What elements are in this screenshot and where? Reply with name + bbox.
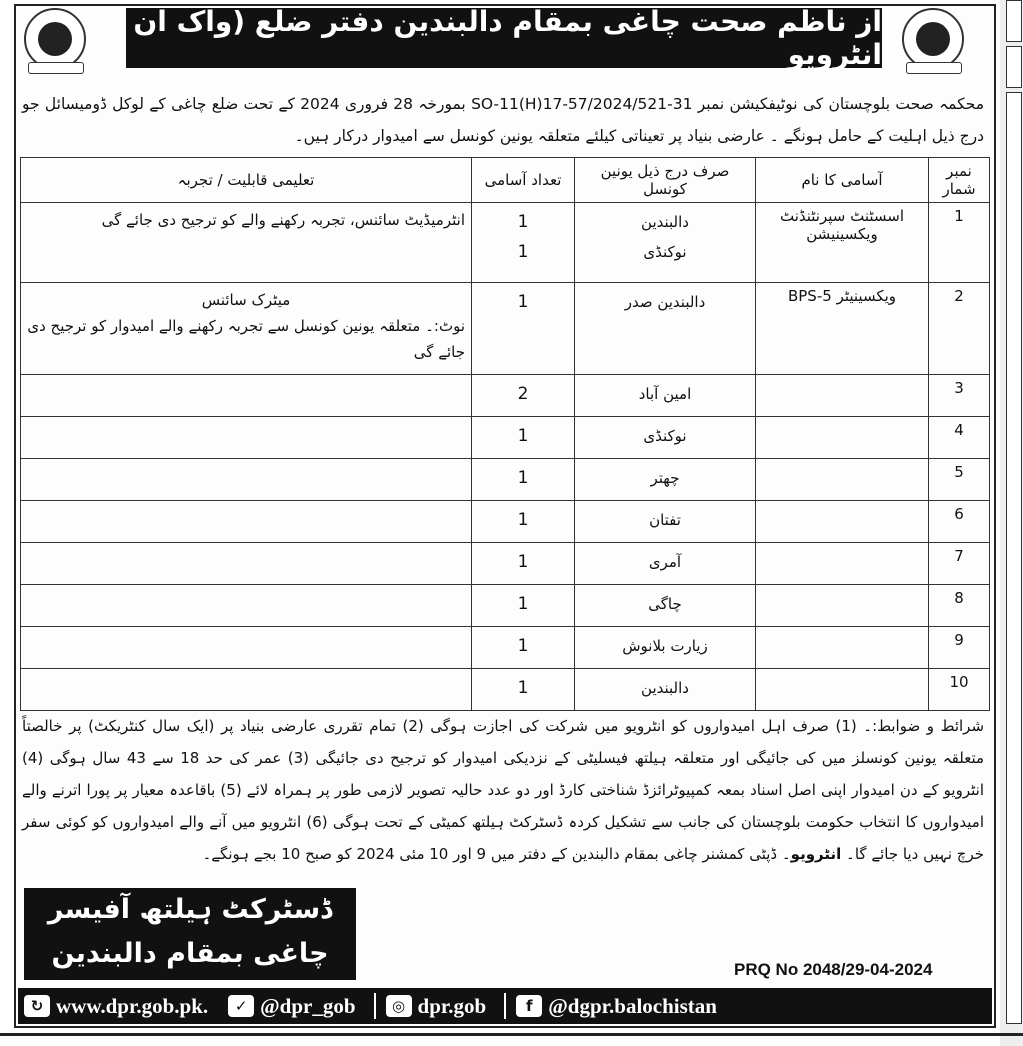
- union-council-name: دالبندین صدر: [624, 293, 706, 311]
- cell-count: [472, 501, 575, 543]
- cell-union-council: [575, 459, 756, 501]
- cell-no: 7: [929, 543, 990, 585]
- header-count: تعداد آسامی: [472, 158, 575, 203]
- bottom-rule: [0, 1033, 1023, 1036]
- table-row: [21, 669, 990, 711]
- post-count: 1: [517, 552, 529, 572]
- cell-union-council: [575, 501, 756, 543]
- govt-emblem-right-icon: [902, 8, 964, 70]
- cell-no: 10: [929, 669, 990, 711]
- prq-number: PRQ No 2048/29-04-2024: [734, 960, 933, 979]
- cell-qualification: [21, 283, 472, 375]
- cell-count: [472, 585, 575, 627]
- cell-post: [756, 585, 929, 627]
- post-count: 1: [517, 468, 529, 488]
- adjacent-page-edge: [1000, 0, 1023, 1046]
- cell-count: [472, 375, 575, 417]
- table-row: [21, 417, 990, 459]
- post-count: 1: [517, 636, 529, 656]
- union-council-name: امین آباد: [638, 385, 692, 403]
- cell-qualification: [21, 459, 472, 501]
- cell-post: [756, 627, 929, 669]
- footer-divider: [374, 993, 376, 1019]
- cell-count: [472, 459, 575, 501]
- header-post: آسامی کا نام: [756, 158, 929, 203]
- union-council-name: دالبندین: [641, 213, 689, 231]
- instagram-icon: ◎: [386, 995, 412, 1017]
- footer-twitter[interactable]: [222, 994, 355, 1019]
- table-row: [21, 375, 990, 417]
- table-row: [21, 283, 990, 375]
- cell-union-council: [575, 627, 756, 669]
- cell-qualification: [21, 501, 472, 543]
- post-count: 1: [517, 678, 529, 698]
- header-no: نمبر شمار: [929, 158, 990, 203]
- table-row: [21, 585, 990, 627]
- cell-no: 1: [929, 203, 990, 283]
- intro-paragraph: محکمہ صحت بلوچستان کی نوٹیفکیشن نمبر SO-11(H)17-57/2024/521-31 بمورخہ 28 فروری 2024 کے تحت ضلع چاغی کے لوکل ڈومیسائل جو درج ذیل اہلیت کے حامل ہونگے ۔ عارضی بنیاد پر تعیناتی کیلئے متعلقہ یونین کونسل سے امیدوار درکار ہیں۔: [22, 95, 985, 145]
- footer-facebook-text: @dgpr.balochistan: [548, 993, 717, 1018]
- cell-count: [472, 543, 575, 585]
- cell-count: [472, 417, 575, 459]
- cell-no: 9: [929, 627, 990, 669]
- signature-location: چاغی بمقام دالبندین: [51, 938, 329, 969]
- union-council-name: نوکنڈی: [643, 427, 687, 445]
- union-council-name: آمری: [648, 553, 682, 571]
- cell-qualification: [21, 375, 472, 417]
- govt-emblem-left-icon: [24, 8, 86, 70]
- cell-qualification: [21, 543, 472, 585]
- table-row: [21, 627, 990, 669]
- table-header-row: [21, 158, 990, 203]
- table-row: [21, 543, 990, 585]
- cell-count: [472, 283, 575, 375]
- table-row: [21, 501, 990, 543]
- cell-post: [756, 375, 929, 417]
- cell-post: [756, 501, 929, 543]
- post-count: 1: [517, 292, 529, 312]
- cell-union-council: [575, 417, 756, 459]
- cell-post: [756, 669, 929, 711]
- cell-post: [756, 543, 929, 585]
- post-count: 2: [517, 384, 529, 404]
- union-council-name: زیارت بلانوش: [622, 637, 708, 655]
- cell-no: 2: [929, 283, 990, 375]
- footer-instagram[interactable]: [380, 994, 487, 1019]
- cell-union-council: [575, 585, 756, 627]
- footer-website-text: www.dpr.gob.pk.: [56, 993, 209, 1018]
- union-council-name: دالبندین: [641, 679, 689, 697]
- signature-block: [24, 888, 356, 980]
- cell-union-council: [575, 669, 756, 711]
- cell-post: [756, 417, 929, 459]
- table-row: [21, 459, 990, 501]
- header-qualification: تعلیمی قابلیت / تجربہ: [21, 158, 472, 203]
- union-council-name: تفتان: [649, 511, 681, 529]
- post-count: 1: [517, 594, 529, 614]
- cell-qualification: [21, 203, 472, 283]
- cell-qualification: [21, 669, 472, 711]
- facebook-icon: f: [516, 995, 542, 1017]
- cell-post: [756, 459, 929, 501]
- footer-website[interactable]: [18, 994, 208, 1019]
- posts-table: [20, 157, 990, 711]
- union-council-name: نوکنڈی: [643, 243, 687, 261]
- cell-no: 4: [929, 417, 990, 459]
- post-count: 1: [517, 426, 529, 446]
- post-count: 1: [517, 212, 529, 232]
- cell-count: [472, 627, 575, 669]
- edge-frame: [1006, 0, 1022, 42]
- page-title: از ناظم صحت چاغی بمقام دالبندین دفتر ضلع (واک ان انٹرویو: [126, 8, 882, 68]
- signature-title: ڈسٹرکٹ ہیلتھ آفیسر: [47, 894, 333, 925]
- globe-icon: ↻: [24, 995, 50, 1017]
- footer-bar: [18, 988, 992, 1024]
- cell-no: 6: [929, 501, 990, 543]
- cell-post: ویکسینیٹر BPS-5: [756, 283, 929, 375]
- cell-union-council: [575, 203, 756, 283]
- union-council-name: چھتر: [650, 469, 680, 487]
- table-row: [21, 203, 990, 283]
- qualification-text: میٹرک سائنس: [201, 291, 291, 309]
- cell-no: 8: [929, 585, 990, 627]
- cell-qualification: [21, 627, 472, 669]
- edge-frame: [1006, 46, 1022, 88]
- cell-qualification: [21, 417, 472, 459]
- qualification-text: انٹرمیڈیٹ سائنس، تجربہ رکھنے والے کو ترجیح دی جائے گی: [101, 211, 465, 229]
- footer-divider: [504, 993, 506, 1019]
- header-union-council: صرف درج ذیل یونین کونسل: [575, 158, 756, 203]
- cell-post: اسسٹنٹ سپرنٹنڈنٹ ویکسینیشن: [756, 203, 929, 283]
- cell-qualification: [21, 585, 472, 627]
- interview-text: ۔ ڈپٹی کمشنر چاغی بمقام دالبندین کے دفتر میں 9 اور 10 مئی 2024 کو صبح 10 بجے ہونگے۔: [202, 845, 791, 863]
- footer-facebook[interactable]: [510, 994, 717, 1019]
- cell-union-council: [575, 375, 756, 417]
- post-count: 1: [517, 242, 529, 262]
- cell-union-council: [575, 283, 756, 375]
- interview-label: انٹرویو: [790, 845, 842, 863]
- qualification-text: نوٹ:۔ متعلقہ یونین کونسل سے تجربہ رکھنے والے امیدوار کو ترجیح دی جائے گی: [27, 317, 465, 361]
- cell-no: 5: [929, 459, 990, 501]
- cell-count: [472, 203, 575, 283]
- union-council-name: چاگی: [648, 595, 682, 613]
- footer-instagram-text: dpr.gob: [417, 993, 487, 1018]
- twitter-icon: ✓: [228, 995, 254, 1017]
- cell-count: [472, 669, 575, 711]
- post-count: 1: [517, 510, 529, 530]
- cell-no: 3: [929, 375, 990, 417]
- terms-paragraph: [22, 710, 984, 870]
- edge-frame: [1006, 92, 1022, 1024]
- cell-union-council: [575, 543, 756, 585]
- terms-text: شرائط و ضوابط:۔ (1) صرف اہل امیدواروں کو انٹرویو میں شرکت کی اجازت ہوگی (2) تمام تقرری عارضی بنیاد پر (ایک سال کنٹریکٹ) پر خالصتاً متعلقہ یونین کونسلز میں کی جائیگی اور متعلقہ ہیلتھ فیسلیٹی کے نزدیکی امیدوار کو ترجیح دی جائیگی (3) عمر کی حد 18 سے 43 سال ہوگی (4) انٹرویو کے دن امیدوار اپنی اصل اسناد بمعہ کمپیوٹرائزڈ شناختی کارڈ اور دو عدد حالیہ تصویر لازمی طور پر ہمراہ لائے (5) باقاعدہ معیار پر پورا اترنے والے امیدواروں کا انتخاب حکومت بلوچستان کی جانب سے تشکیل کردہ ڈسٹرکٹ ہیلتھ کمیٹی کے تحت ہوگی (6) انٹرویو میں آنے والے امیدواروں کو کوئی سفر خرچ نہیں دیا جائے گا۔: [22, 717, 985, 863]
- footer-twitter-text: @dpr_gob: [260, 993, 356, 1018]
